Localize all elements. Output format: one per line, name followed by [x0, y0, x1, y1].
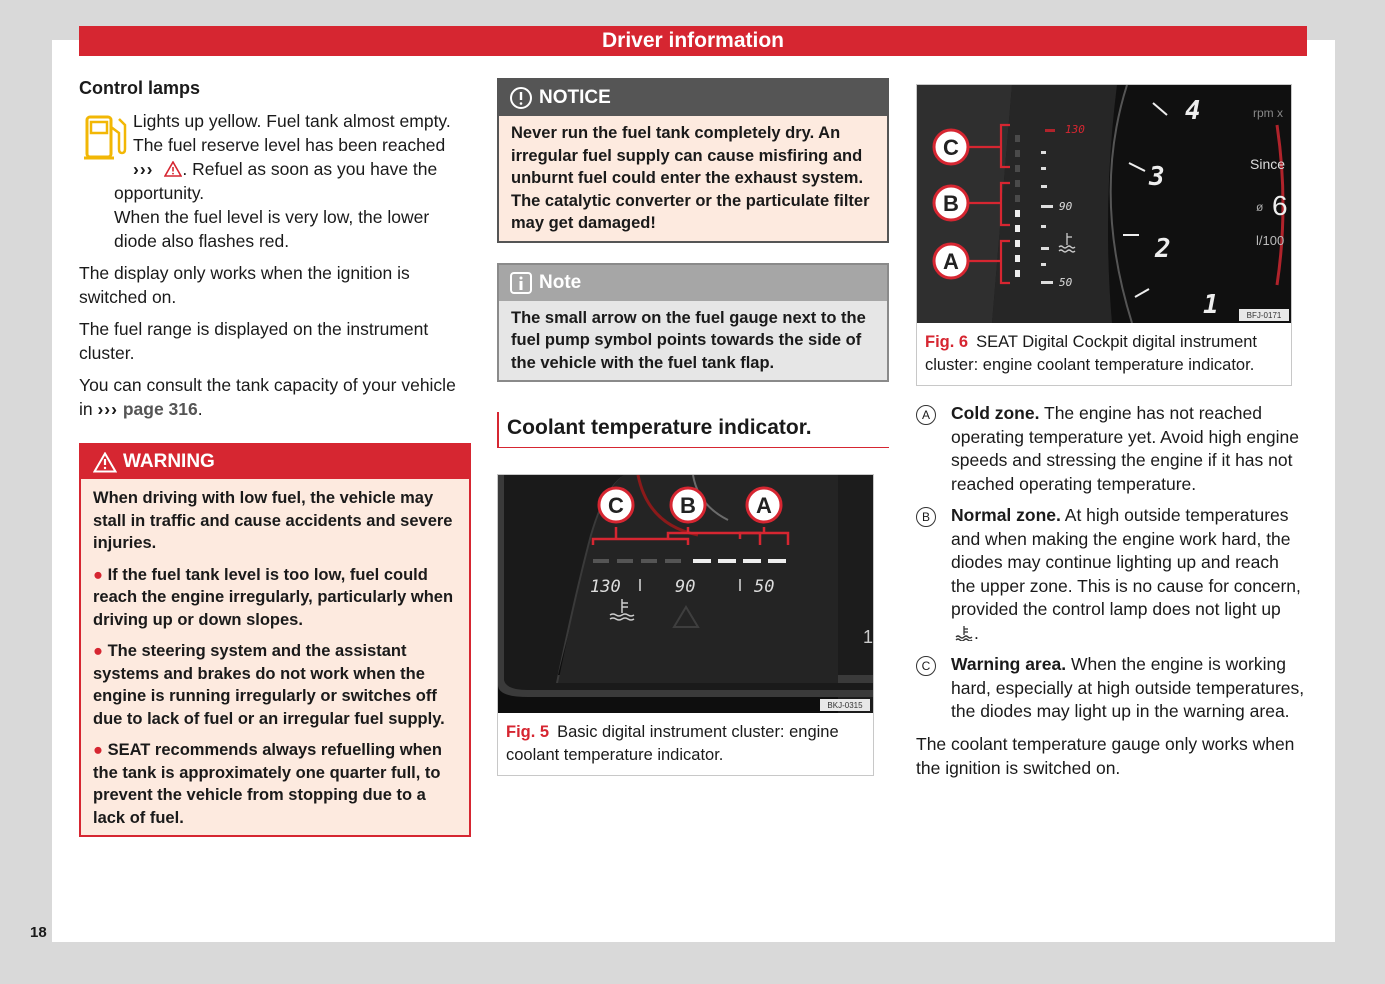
lamp-line-1: Lights up yellow. Fuel tank almost empty.	[133, 111, 451, 131]
legend-desc: At high outside temperatures and when making the engine work hard, the diodes may continue lighting up and reach the upper zone. This is no cause for concern, provided the control lamp does not light up	[951, 505, 1301, 619]
column-middle	[497, 78, 889, 776]
fig6-callout-c: C	[943, 135, 959, 160]
lamp-line-3	[133, 157, 451, 181]
column-right	[916, 84, 1308, 788]
fig6-per100: l/100	[1256, 233, 1285, 248]
warning-bullet	[93, 564, 457, 632]
fig6-caption	[917, 323, 1291, 385]
notice-box	[497, 78, 889, 243]
fig5-image	[498, 475, 873, 713]
fuel-pump-icon	[79, 111, 133, 163]
para-end: .	[197, 399, 203, 419]
note-title: Note	[539, 271, 582, 293]
note-header	[499, 265, 887, 301]
bullet-dot: ●	[93, 741, 108, 759]
warning-bullet-text: SEAT recommends always refuelling when the tank is approximately one quarter full, to prevent the vehicle from stopping due to a lack of fuel.	[93, 741, 442, 827]
fig6-callout-a: A	[943, 249, 959, 274]
warning-bullet-text: If the fuel tank level is too low, fuel could reach the engine irregularly, particularly when driving up or down slopes.	[93, 565, 454, 629]
lamp-description	[133, 109, 451, 181]
legend-list	[916, 402, 1308, 724]
legend-term: Cold zone.	[951, 403, 1040, 423]
fig5-side-digit: 1	[863, 627, 873, 647]
warning-triangle-icon	[93, 452, 117, 473]
fig6-rpm-1: 1	[1203, 290, 1219, 320]
fig5-callout-a: A	[756, 493, 772, 518]
exclamation-circle-icon	[509, 86, 533, 110]
warning-bullet	[93, 640, 457, 730]
fig5-scale-130: 130	[590, 577, 621, 597]
legend-b-end: .	[974, 622, 979, 643]
fig6-avg-icon: ø	[1256, 200, 1264, 214]
lamp-line-2: The fuel reserve level has been reached	[133, 135, 446, 155]
legend-letter: B	[916, 507, 936, 527]
info-icon	[509, 271, 533, 295]
lamp-row	[79, 109, 471, 181]
notice-body: Never run the fuel tank completely dry. An irregular fuel supply can cause misfiring and unburnt fuel could enter the exhaust system. The catalytic converter or the particulate filter may get damaged!	[511, 124, 870, 232]
ref-arrows: ›››	[133, 159, 154, 179]
bullet-dot: ●	[93, 642, 108, 660]
para-tank-text: You can consult the tank capacity of your vehicle in	[79, 375, 456, 419]
fig6-since-value: 6	[1272, 190, 1288, 221]
legend-item-b	[916, 504, 1308, 645]
page-link[interactable]: page 316	[122, 399, 198, 419]
legend-text	[951, 653, 1308, 724]
page-number: 18	[30, 924, 47, 941]
legend-letter: C	[916, 656, 936, 676]
fig6-label: Fig. 6	[925, 333, 969, 351]
notice-header	[499, 80, 887, 116]
figure-5	[497, 474, 874, 776]
legend-desc: When the engine is working hard, especially at high outside temperatures, the diodes may light up in the warning area.	[951, 654, 1305, 721]
para-fuel-range: The fuel range is displayed on the instrument cluster.	[79, 319, 429, 363]
fig5-code: BKJ-0315	[827, 701, 863, 710]
legend-term: Warning area.	[951, 654, 1067, 674]
fig6-temp-50: 50	[1059, 276, 1073, 289]
fig5-caption-text: Basic digital instrument cluster: engine coolant temperature indicator.	[506, 723, 839, 764]
fig6-code: BFJ-0171	[1246, 311, 1282, 320]
column-left	[79, 78, 471, 837]
legend-desc: The engine has not reached operating temperature yet. Avoid high engine speeds and stressing the engine if it has not reached operating temperature.	[951, 403, 1299, 494]
fig5-caption	[498, 713, 873, 775]
note-body: The small arrow on the fuel gauge next to the fuel pump symbol points towards the side of the vehicle with the fuel tank flap.	[511, 308, 866, 372]
legend-term: Normal zone.	[951, 505, 1061, 525]
fig6-rpm-label: rpm x	[1253, 106, 1283, 120]
fig6-callout-b: B	[943, 191, 959, 216]
fig5-scale-90: 90	[675, 577, 696, 597]
coolant-temperature-icon	[954, 625, 974, 641]
lamp-line-4: opportunity.	[114, 183, 205, 203]
fig5-callout-c: C	[608, 493, 624, 518]
control-lamps-heading: Control lamps	[79, 78, 201, 98]
ref-arrows-2: ›››	[97, 399, 118, 419]
fig5-label: Fig. 5	[506, 723, 550, 741]
closing-paragraph: The coolant temperature gauge only works when the ignition is switched on.	[916, 733, 1295, 778]
bullet-dot: ●	[93, 565, 108, 584]
warning-bullet	[93, 739, 457, 829]
fig6-rpm-4: 4	[1185, 96, 1201, 126]
fig6-since: Since	[1250, 156, 1286, 172]
lamp-line-3-text: . Refuel as soon as you have the	[182, 159, 438, 179]
warning-header	[81, 445, 469, 479]
legend-item-c	[916, 653, 1308, 724]
coolant-heading: Coolant temperature indicator.	[497, 412, 889, 448]
note-box	[497, 263, 889, 383]
fig5-callout-b: B	[680, 493, 696, 518]
fig6-temp-130: 130	[1065, 123, 1085, 136]
figure-6	[916, 84, 1292, 386]
para-ignition: The display only works when the ignition is switched on.	[79, 263, 410, 307]
warning-body	[81, 479, 469, 835]
fig6-image	[917, 85, 1291, 323]
legend-text	[951, 402, 1308, 496]
warning-box	[79, 443, 471, 837]
notice-title: NOTICE	[539, 87, 611, 108]
para-tank-capacity	[79, 373, 471, 421]
fig6-rpm-3: 3	[1149, 162, 1165, 192]
page-header: Driver information	[79, 26, 1307, 56]
lamp-extra: When the fuel level is very low, the lower diode also flashes red.	[114, 207, 430, 251]
warning-bullet-text: The steering system and the assistant systems and brakes do not work when the engine is running irregularly or switches off due to lack of fuel or an irregular fuel supply.	[93, 642, 445, 728]
warning-intro: When driving with low fuel, the vehicle may stall in traffic and cause accidents and severe injuries.	[93, 489, 453, 552]
legend-item-a	[916, 402, 1308, 496]
fig5-scale-50: 50	[754, 577, 775, 597]
warning-triangle-icon	[164, 161, 182, 177]
warning-title: WARNING	[123, 451, 215, 472]
fig6-rpm-2: 2	[1155, 234, 1171, 264]
legend-text	[951, 504, 1308, 645]
fig6-temp-90: 90	[1059, 200, 1073, 213]
legend-letter: A	[916, 405, 936, 425]
fig6-caption-text: SEAT Digital Cockpit digital instrument cluster: engine coolant temperature indicator.	[925, 333, 1258, 374]
